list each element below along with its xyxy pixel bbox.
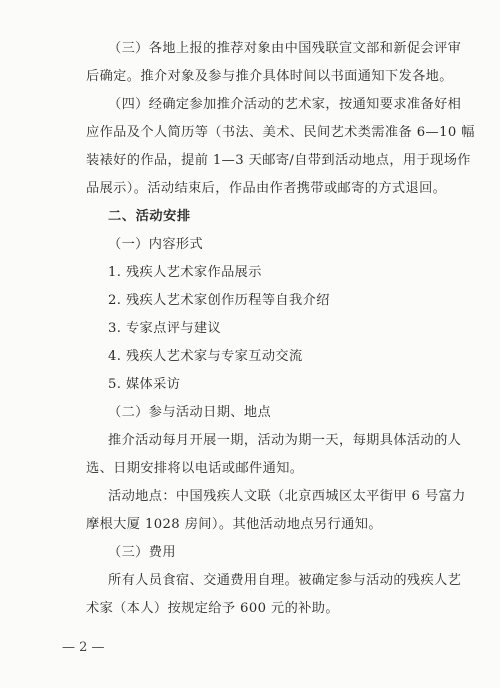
list-item: 1. 残疾人艺术家作品展示 [108, 265, 262, 280]
list-item: 5. 媒体采访 [108, 377, 181, 392]
subsection-heading: （三）费用 [108, 545, 176, 560]
section-heading: 二、活动安排 [108, 209, 191, 224]
paragraph-line: 活动地点：中国残疾人文联（北京西城区太平街甲 6 号富力 [108, 489, 466, 504]
subsection-heading: （一）内容形式 [108, 237, 204, 252]
paragraph-line: 摩根大厦 1028 房间）。其他活动地点另行通知。 [86, 517, 382, 532]
paragraph-line: 所有人员食宿、交通费用自理。被确定参与活动的残疾人艺 [108, 573, 462, 588]
paragraph-line: 选、日期安排将以电话或邮件通知。 [86, 461, 304, 476]
paragraph-line: 后确定。推介对象及参与推介具体时间以书面通知下发各地。 [86, 69, 453, 84]
list-item: 4. 残疾人艺术家与专家互动交流 [108, 349, 303, 364]
page-number: — 2 — [62, 640, 105, 655]
paragraph-line: 术家（本人）按规定给予 600 元的补助。 [86, 601, 339, 616]
subsection-heading: （二）参与活动日期、地点 [108, 405, 272, 420]
paragraph-line: （三）各地上报的推荐对象由中国残联宣文部和新促会评审 [108, 41, 462, 56]
paragraph-line: 品展示）。活动结束后，作品由作者携带或邮寄的方式退回。 [86, 181, 447, 196]
paragraph-line: （四）经确定参加推介活动的艺术家，按通知要求准备好相 [108, 97, 462, 112]
paragraph-line: 装裱好的作品，提前 1—3 天邮寄/自带到活动地点，用于现场作 [86, 153, 471, 168]
list-item: 2. 残疾人艺术家创作历程等自我介绍 [108, 293, 330, 308]
paragraph-line: 应作品及个人简历等（书法、美术、民间艺术类需准备 6—10 幅 [86, 125, 475, 140]
paragraph-line: 推介活动每月开展一期，活动为期一天，每期具体活动的人 [108, 433, 462, 448]
list-item: 3. 专家点评与建议 [108, 321, 222, 336]
